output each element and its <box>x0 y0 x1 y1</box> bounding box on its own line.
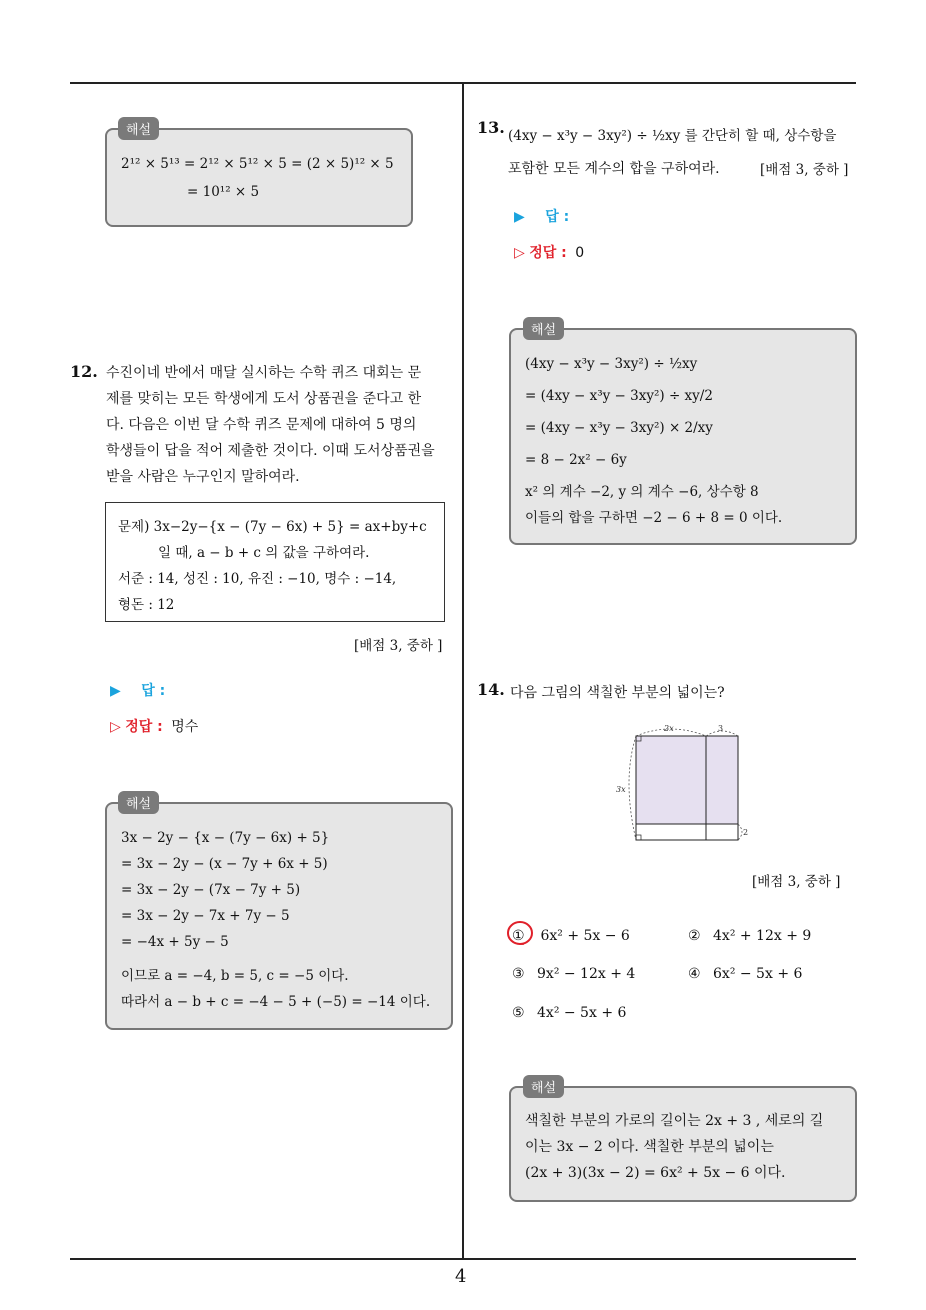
p13-explanation-tag: 해설 <box>523 317 564 340</box>
p14-score-meta: [배점 3, 중하 ] <box>752 874 841 890</box>
p13-correct-value: 0 <box>575 245 585 261</box>
correct-arrow-icon: ▷ <box>514 245 525 261</box>
p12-correct-row <box>110 716 198 736</box>
label-2-right: 2 <box>743 828 749 837</box>
p11-explanation-tag: 해설 <box>118 117 159 140</box>
p13-number: 13. <box>477 118 505 137</box>
p14-explanation-tag: 해설 <box>523 1075 564 1098</box>
correct-arrow-icon: ▷ <box>110 719 121 735</box>
label-3x: 3x <box>616 785 626 794</box>
p12-exp-line-4: = 3x − 2y − 7x + 7y − 5 <box>121 908 290 924</box>
p14-exp-line-1: 색칠한 부분의 가로의 길이는 2x + 3 , 세로의 길 <box>525 1113 824 1129</box>
p12-exp-line-7: 따라서 a − b + c = −4 − 5 + (−5) = −14 이다. <box>121 994 431 1010</box>
p13-answer-label: 답 : <box>545 209 570 225</box>
column-divider <box>462 82 464 1260</box>
choice-4-mark: ④ <box>688 966 701 982</box>
p12-text-line-3: 다. 다음은 이번 달 수학 퀴즈 문제에 대하여 5 명의 <box>106 417 417 433</box>
p14-number: 14. <box>477 680 505 699</box>
p12-box-line-3: 서준 : 14, 성진 : 10, 유진 : −10, 명수 : −14, <box>118 571 397 587</box>
p12-text-line-4: 학생들이 답을 적어 제출한 것이다. 이때 도서상품권을 <box>106 443 435 459</box>
p14-text: 다음 그림의 색칠한 부분의 넓이는? <box>510 685 725 701</box>
p12-score-meta: [배점 3, 중하 ] <box>354 638 443 654</box>
p12-text <box>106 360 456 490</box>
choice-3-mark: ③ <box>512 966 525 982</box>
p13-exp-line-2: = (4xy − x³y − 3xy²) ÷ xy/2 <box>525 388 713 404</box>
p14-exp-line-3: (2x + 3)(3x − 2) = 6x² + 5x − 6 이다. <box>525 1165 786 1181</box>
page-number: 4 <box>455 1266 467 1287</box>
selected-circle-icon <box>504 918 538 948</box>
p13-exp-line-4: = 8 − 2x² − 6y <box>525 452 627 468</box>
p12-exp-line-6: 이므로 a = −4, b = 5, c = −5 이다. <box>121 968 349 984</box>
choice-5-mark: ⑤ <box>512 1005 525 1021</box>
p13-answer-row <box>514 206 569 226</box>
p12-text-line-5: 받을 사람은 누구인지 말하여라. <box>106 469 300 485</box>
right-brace <box>738 824 742 840</box>
choice-5-text: 4x² − 5x + 6 <box>537 1005 627 1021</box>
p12-answer-row <box>110 680 165 700</box>
shaded-region <box>636 736 738 824</box>
p14-exp-line-2: 이는 3x − 2 이다. 색칠한 부분의 넓이는 <box>525 1139 774 1155</box>
answer-arrow-icon: ▶ <box>514 209 525 225</box>
choice-3-text: 9x² − 12x + 4 <box>537 966 636 982</box>
p12-explanation-box <box>105 802 453 1030</box>
choice-3[interactable] <box>512 966 635 982</box>
p14-explanation-box <box>509 1086 857 1202</box>
p13-exp-line-3: = (4xy − x³y − 3xy²) × 2/xy <box>525 420 713 436</box>
p12-answer-label: 답 : <box>141 683 166 699</box>
p11-exp-line-2: = 10¹² × 5 <box>187 184 260 200</box>
label-2x: 2x <box>664 724 674 733</box>
p12-text-line-2: 제를 맞히는 모든 학생에게 도서 상품권을 준다고 한 <box>106 391 422 407</box>
p11-explanation-box <box>105 128 413 227</box>
p12-correct-label: 정답 : <box>125 719 163 735</box>
p12-exp-line-5: = −4x + 5y − 5 <box>121 934 229 950</box>
p13-score-meta: [배점 3, 중하 ] <box>760 162 849 178</box>
p14-figure <box>612 720 756 850</box>
p12-problem-box <box>105 502 445 622</box>
p12-exp-line-1: 3x − 2y − {x − (7y − 6x) + 5} <box>121 830 330 846</box>
p13-line-2: 포함한 모든 계수의 합을 구하여라. <box>508 161 720 177</box>
choice-2[interactable] <box>688 928 811 944</box>
choice-2-text: 4x² + 12x + 9 <box>713 928 812 944</box>
p13-line-1: (4xy − x³y − 3xy²) ÷ ½xy 를 간단히 할 때, 상수항을 <box>508 128 837 144</box>
p12-box-line-4: 형돈 : 12 <box>118 597 175 613</box>
p12-text-line-1: 수진이네 반에서 매달 실시하는 수학 퀴즈 대회는 문 <box>106 365 422 381</box>
p12-exp-line-3: = 3x − 2y − (7x − 7y + 5) <box>121 882 301 898</box>
p12-box-line-1: 문제) 3x−2y−{x − (7y − 6x) + 5} = ax+by+c <box>118 519 427 535</box>
p12-box-line-2: 일 때, a − b + c 의 값을 구하여라. <box>158 545 370 561</box>
p11-exp-line-1: 2¹² × 5¹³ = 2¹² × 5¹² × 5 = (2 × 5)¹² × 5 <box>121 156 394 172</box>
p12-explanation-tag: 해설 <box>118 791 159 814</box>
choice-1-mark: ① <box>512 928 525 944</box>
label-3-top: 3 <box>718 724 724 733</box>
answer-arrow-icon: ▶ <box>110 683 121 699</box>
choice-4[interactable] <box>688 966 802 982</box>
p13-exp-line-5: x² 의 계수 −2, y 의 계수 −6, 상수항 8 <box>525 484 759 500</box>
p13-correct-label: 정답 : <box>529 245 567 261</box>
left-brace <box>629 736 636 840</box>
p13-exp-line-1: (4xy − x³y − 3xy²) ÷ ½xy <box>525 356 698 372</box>
choice-2-mark: ② <box>688 928 701 944</box>
p13-correct-row <box>514 242 584 262</box>
bottom-rule <box>70 1258 856 1260</box>
choice-1-text: 6x² + 5x − 6 <box>540 928 630 944</box>
p13-exp-line-6: 이들의 합을 구하면 −2 − 6 + 8 = 0 이다. <box>525 510 783 526</box>
corner-mark-bottom <box>636 835 641 840</box>
choice-4-text: 6x² − 5x + 6 <box>713 966 803 982</box>
p12-exp-line-2: = 3x − 2y − (x − 7y + 6x + 5) <box>121 856 328 872</box>
p13-explanation-box <box>509 328 857 545</box>
choice-5[interactable] <box>512 1005 626 1021</box>
p12-correct-value: 명수 <box>171 719 199 735</box>
p12-number: 12. <box>70 362 98 381</box>
